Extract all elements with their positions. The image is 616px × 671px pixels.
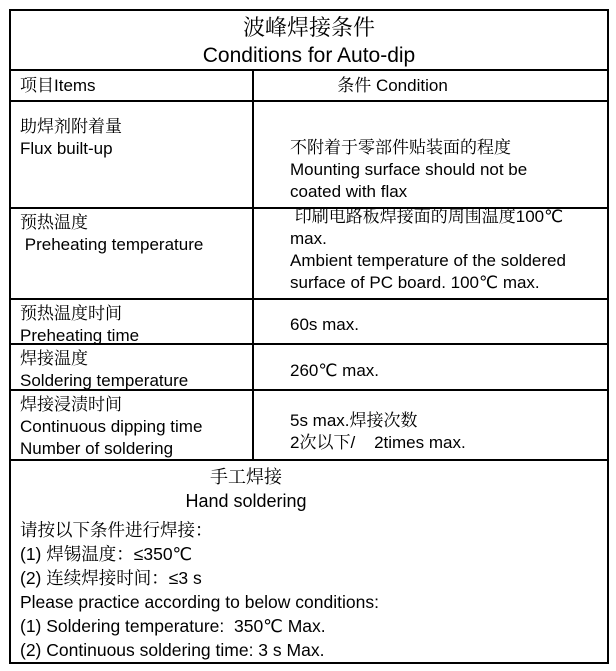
header-condition-label: 条件 Condition <box>337 75 448 95</box>
table-row-soldering-temperature <box>11 343 607 389</box>
hand-soldering-title-cn: 手工焊接 <box>210 467 282 487</box>
flux-condition-line-cn: 不附着于零部件贴装面的程度 <box>290 138 511 157</box>
preheat-time-item-line-en: Preheating time <box>20 326 140 345</box>
hand-soldering-cond2-cn: (2) 连续焊接时间：≤3 s <box>20 568 202 588</box>
solder-temp-item-cell <box>11 345 252 389</box>
header-items-cell <box>11 71 252 100</box>
dip-time-condition-line1: 5s max.焊接次数 <box>290 411 418 430</box>
hand-soldering-section <box>11 459 607 662</box>
solder-temp-condition-value: 260℃ max. <box>290 361 380 380</box>
hand-soldering-instruction-en: Please practice according to below conditions: <box>20 592 379 612</box>
flux-condition-line-en1: Mounting surface should not be <box>290 160 528 179</box>
header-condition-cell <box>252 71 607 100</box>
flux-item-line-en: Flux built-up <box>20 139 113 158</box>
hand-soldering-body <box>11 513 607 662</box>
table-row-preheating-temperature <box>11 207 607 298</box>
flux-condition-line-en2: coated with flax <box>290 182 408 201</box>
preheat-time-item-cell <box>11 300 252 343</box>
dip-time-item-line-en1: Continuous dipping time <box>20 417 203 436</box>
preheat-temp-item-line-en: Preheating temperature <box>20 235 204 254</box>
preheat-temp-condition-line-cn: 印刷电路板焊接面的周围温度100℃ max. <box>290 207 568 248</box>
hand-soldering-cond1-cn: (1) 焊锡温度：≤350℃ <box>20 544 193 564</box>
table-title <box>11 11 607 69</box>
table-row-preheating-time <box>11 298 607 343</box>
dip-time-condition-cell <box>252 391 607 459</box>
solder-temp-item-line-en: Soldering temperature <box>20 371 189 390</box>
dip-time-item-line-cn: 焊接浸渍时间 <box>20 395 122 414</box>
preheat-time-condition-value: 60s max. <box>290 315 359 334</box>
flux-condition-cell <box>252 102 607 207</box>
preheat-temp-condition-cell <box>252 209 607 298</box>
solder-temp-item-line-cn: 焊接温度 <box>20 349 88 368</box>
conditions-table <box>9 9 609 664</box>
hand-soldering-cond1-en: (1) Soldering temperature: 350℃ Max. <box>20 616 326 636</box>
table-title-english: Conditions for Auto-dip <box>202 43 416 67</box>
table-title-chinese: 波峰焊接条件 <box>242 14 375 40</box>
preheat-temp-item-cell <box>11 209 252 298</box>
solder-temp-condition-cell <box>252 345 607 389</box>
hand-soldering-instruction-cn: 请按以下条件进行焊接： <box>20 520 213 540</box>
header-items-label: 项目Items <box>20 75 96 95</box>
flux-item-cell <box>11 102 252 207</box>
hand-soldering-cond2-en: (2) Continuous soldering time: 3 s Max. <box>20 640 325 660</box>
preheat-temp-item-line-cn: 预热温度 <box>20 213 88 232</box>
dip-time-item-line-en2: Number of soldering <box>20 439 174 458</box>
table-row-dipping-time <box>11 389 607 459</box>
table-header-row <box>11 69 607 100</box>
preheat-temp-condition-line-en1: Ambient temperature of the soldered <box>290 251 566 270</box>
table-row-flux <box>11 100 607 207</box>
hand-soldering-title-en: Hand soldering <box>185 491 307 511</box>
flux-item-line-cn: 助焊剂附着量 <box>20 117 122 136</box>
dip-time-item-cell <box>11 391 252 459</box>
preheat-temp-condition-line-en2: surface of PC board. 100℃ max. <box>290 273 540 292</box>
preheat-time-item-line-cn: 预热温度时间 <box>20 304 122 323</box>
hand-soldering-title <box>11 465 607 513</box>
dip-time-condition-line2: 2次以下/ 2times max. <box>290 433 466 452</box>
preheat-time-condition-cell <box>252 300 607 343</box>
